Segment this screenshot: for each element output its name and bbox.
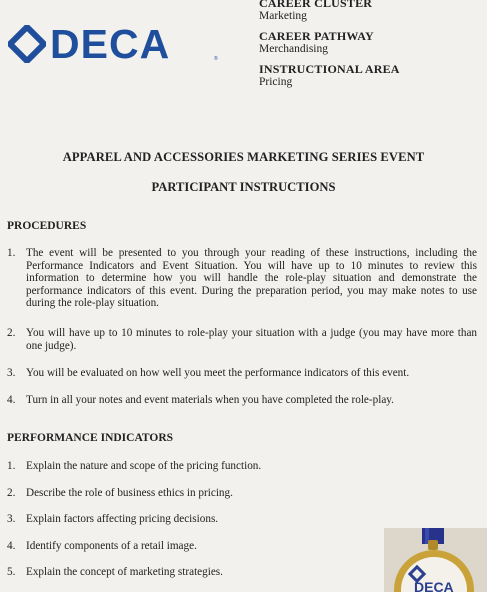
- procedure-item: [7, 367, 477, 380]
- indicator-number: 2.: [7, 487, 16, 499]
- indicator-text: Describe the role of business ethics in pricing.: [26, 487, 233, 499]
- indicator-text: Explain factors affecting pricing decisions.: [26, 513, 219, 525]
- procedure-text: You will be evaluated on how well you meet the performance indicators of this event.: [26, 367, 410, 379]
- medal-photo: [384, 528, 487, 592]
- performance-indicators-heading: PERFORMANCE INDICATORS: [7, 432, 174, 444]
- career-cluster-label: CAREER CLUSTER: [259, 0, 373, 10]
- career-pathway-value: Merchandising: [259, 43, 328, 55]
- instructional-area-label: INSTRUCTIONAL AREA: [259, 62, 400, 76]
- indicator-number: 5.: [7, 566, 16, 578]
- indicator-number: 3.: [7, 513, 16, 525]
- career-cluster: [259, 0, 479, 23]
- deca-logo: [8, 22, 170, 66]
- procedure-text: You will have up to 10 minutes to role-play your situation with a judge (you may have more than one judge).: [26, 327, 477, 352]
- procedure-number: 2.: [7, 327, 16, 339]
- procedure-item: [7, 394, 477, 407]
- medal-image: [384, 528, 487, 592]
- medal-text: DECA: [414, 579, 454, 592]
- career-cluster-value: Marketing: [259, 10, 307, 22]
- procedure-number: 3.: [7, 367, 16, 379]
- procedures-heading: PROCEDURES: [7, 220, 87, 232]
- career-pathway-label: CAREER PATHWAY: [259, 29, 374, 43]
- procedure-item: [7, 247, 477, 310]
- logo-wordmark: DECA: [50, 21, 171, 67]
- instructions-title: PARTICIPANT INSTRUCTIONS: [151, 180, 336, 194]
- career-pathway: [259, 29, 479, 56]
- indicator-number: 4.: [7, 540, 16, 552]
- indicator-item: [7, 460, 477, 473]
- indicator-item: [7, 487, 477, 500]
- procedure-text: The event will be presented to you through your reading of these instructions, including the Performance Indicators and Event Situation. You will have up to 10 minutes to review this information to determine how you will handle the role-play situation and demonstrate the performance indicators of this event. During the preparation period, you may make notes to use during the role-play situation.: [26, 247, 477, 310]
- event-title: APPAREL AND ACCESSORIES MARKETING SERIES EVENT: [62, 150, 425, 164]
- indicator-item: [7, 566, 377, 579]
- procedure-text: Turn in all your notes and event materials when you have completed the role-play.: [26, 394, 394, 406]
- procedure-number: 1.: [7, 247, 16, 259]
- indicator-text: Explain the concept of marketing strategies.: [26, 566, 223, 578]
- indicator-text: Identify components of a retail image.: [26, 540, 197, 552]
- event-meta: [259, 0, 479, 95]
- instructional-area: [259, 62, 479, 89]
- procedure-number: 4.: [7, 394, 16, 406]
- trademark-mark: ®: [214, 56, 218, 62]
- indicator-item: [7, 513, 477, 526]
- instructional-area-value: Pricing: [259, 76, 293, 88]
- procedure-item: [7, 327, 477, 352]
- indicator-text: Explain the nature and scope of the pricing function.: [26, 460, 262, 472]
- indicator-number: 1.: [7, 460, 16, 472]
- deca-diamond-icon: [8, 25, 46, 63]
